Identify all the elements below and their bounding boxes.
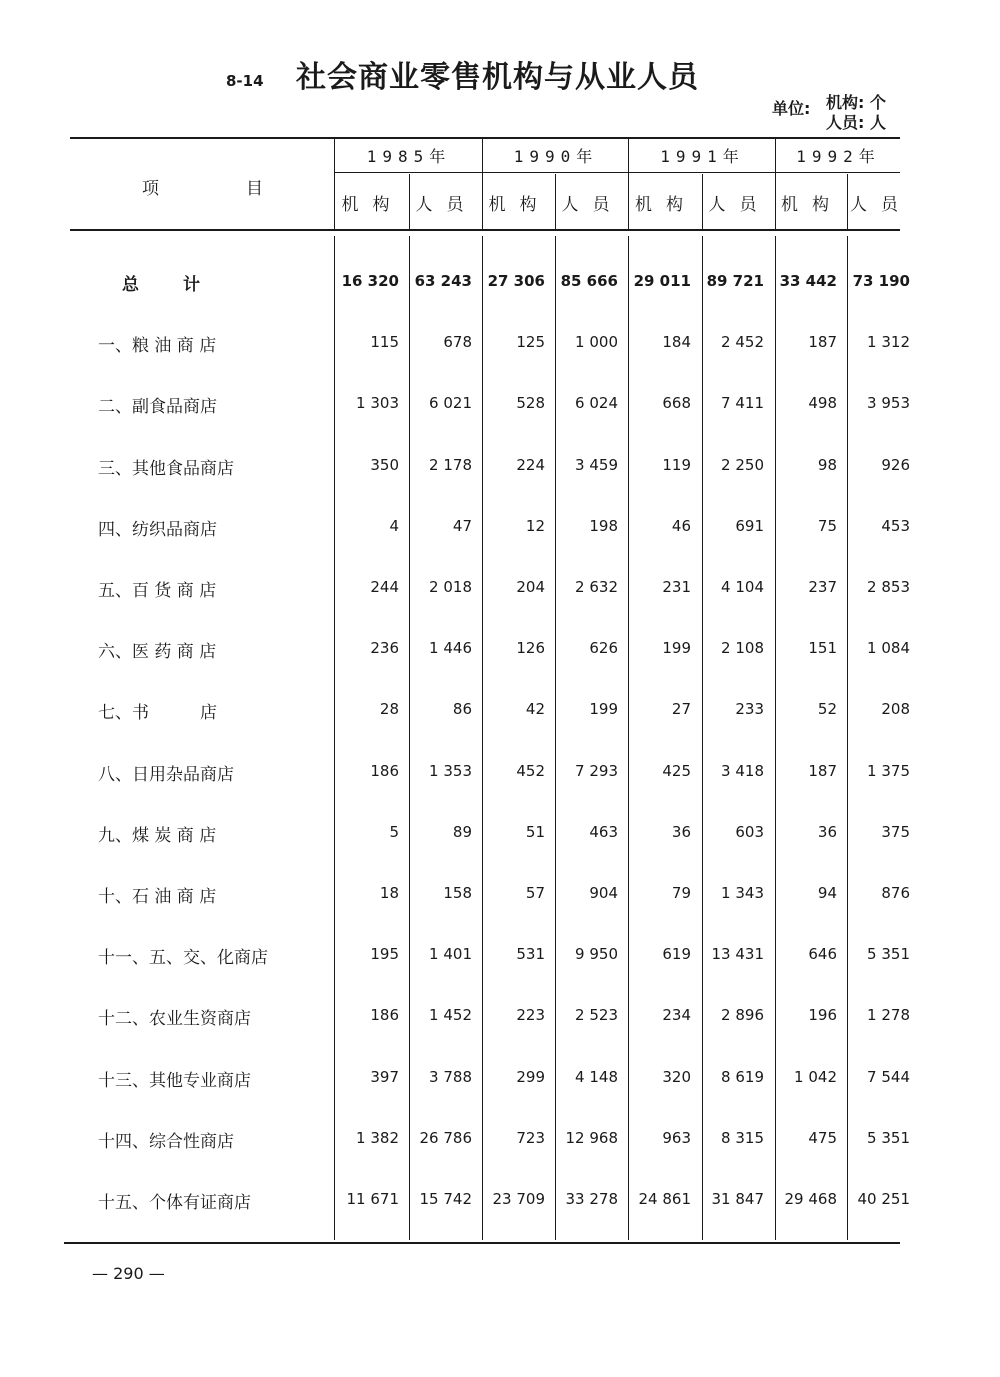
table-cell: 11 671 xyxy=(346,1190,399,1208)
table-cell: 51 xyxy=(525,823,545,841)
table-cell: 2 178 xyxy=(429,456,472,474)
row-label: 十五、个体有证商店 xyxy=(98,1193,251,1213)
row-label: 五、百 货 商 店 xyxy=(98,581,217,601)
table-cell: 223 xyxy=(516,1006,545,1024)
table-cell: 5 xyxy=(389,823,399,841)
table-cell: 29 468 xyxy=(784,1190,837,1208)
table-cell: 626 xyxy=(589,639,618,657)
unit-label: 单位: xyxy=(772,99,811,118)
table-cell: 15 742 xyxy=(419,1190,472,1208)
sub-header: 机构 xyxy=(781,195,843,215)
table-cell: 1 312 xyxy=(867,333,910,351)
row-label: 十、石 油 商 店 xyxy=(98,887,217,907)
table-cell: 9 950 xyxy=(575,945,618,963)
table-cell: 184 xyxy=(662,333,691,351)
row-label: 七、书 店 xyxy=(98,703,217,723)
col-divider xyxy=(334,236,335,1240)
col-divider xyxy=(482,236,483,1240)
row-label: 十三、其他专业商店 xyxy=(98,1071,251,1091)
table-cell: 463 xyxy=(589,823,618,841)
table-cell: 195 xyxy=(370,945,399,963)
sub-header: 机构 xyxy=(488,195,551,215)
table-cell: 27 306 xyxy=(487,272,545,290)
table-cell: 98 xyxy=(817,456,837,474)
col-divider xyxy=(847,174,848,229)
table-cell: 299 xyxy=(516,1068,545,1086)
table-cell: 603 xyxy=(735,823,764,841)
year-header: 1991年 xyxy=(660,147,745,166)
col-divider xyxy=(409,236,410,1240)
total-row-label: 总计 xyxy=(122,275,244,295)
table-cell: 23 709 xyxy=(492,1190,545,1208)
table-cell: 126 xyxy=(516,639,545,657)
table-bottom-rule xyxy=(64,1242,900,1244)
table-cell: 4 104 xyxy=(721,578,764,596)
table-cell: 79 xyxy=(671,884,691,902)
table-cell: 236 xyxy=(370,639,399,657)
table-cell: 668 xyxy=(662,394,691,412)
table-cell: 63 243 xyxy=(414,272,472,290)
sub-header: 人员 xyxy=(850,195,912,215)
table-cell: 619 xyxy=(662,945,691,963)
table-cell: 926 xyxy=(881,456,910,474)
table-cell: 1 000 xyxy=(575,333,618,351)
table-cell: 199 xyxy=(662,639,691,657)
sub-header: 机构 xyxy=(341,195,404,215)
table-cell: 208 xyxy=(881,700,910,718)
table-cell: 1 382 xyxy=(356,1129,399,1147)
table-cell: 904 xyxy=(589,884,618,902)
table-cell: 26 786 xyxy=(419,1129,472,1147)
unit-institutions: 机构: 个 xyxy=(826,93,886,112)
row-label: 九、煤 炭 商 店 xyxy=(98,826,217,846)
table-cell: 27 xyxy=(671,700,691,718)
row-label: 十二、农业生资商店 xyxy=(98,1009,251,1029)
table-cell: 6 024 xyxy=(575,394,618,412)
table-cell: 3 418 xyxy=(721,762,764,780)
table-cell: 3 953 xyxy=(867,394,910,412)
table-cell: 119 xyxy=(662,456,691,474)
year-header-rule xyxy=(334,172,900,173)
table-cell: 224 xyxy=(516,456,545,474)
page-title: 社会商业零售机构与从业人员 xyxy=(296,60,699,95)
col-divider xyxy=(775,236,776,1240)
table-cell: 158 xyxy=(443,884,472,902)
table-cell: 475 xyxy=(808,1129,837,1147)
table-cell: 199 xyxy=(589,700,618,718)
table-cell: 16 320 xyxy=(341,272,399,290)
table-cell: 125 xyxy=(516,333,545,351)
table-cell: 350 xyxy=(370,456,399,474)
table-cell: 85 666 xyxy=(560,272,618,290)
table-cell: 375 xyxy=(881,823,910,841)
col-divider xyxy=(555,236,556,1240)
table-cell: 46 xyxy=(671,517,691,535)
row-label: 四、纺织品商店 xyxy=(98,520,217,540)
table-cell: 963 xyxy=(662,1129,691,1147)
table-cell: 57 xyxy=(525,884,545,902)
table-cell: 86 xyxy=(452,700,472,718)
header-bottom-rule xyxy=(70,229,900,231)
table-cell: 2 632 xyxy=(575,578,618,596)
table-cell: 47 xyxy=(452,517,472,535)
col-divider xyxy=(409,174,410,229)
table-cell: 89 xyxy=(452,823,472,841)
col-divider xyxy=(628,139,629,229)
table-cell: 4 148 xyxy=(575,1068,618,1086)
table-cell: 7 544 xyxy=(867,1068,910,1086)
col-divider xyxy=(702,236,703,1240)
table-cell: 531 xyxy=(516,945,545,963)
table-cell: 3 788 xyxy=(429,1068,472,1086)
table-cell: 75 xyxy=(817,517,837,535)
table-cell: 1 042 xyxy=(794,1068,837,1086)
table-cell: 115 xyxy=(370,333,399,351)
unit-personnel: 人员: 人 xyxy=(826,113,886,132)
table-cell: 397 xyxy=(370,1068,399,1086)
table-cell: 198 xyxy=(589,517,618,535)
col-divider xyxy=(628,236,629,1240)
table-cell: 8 315 xyxy=(721,1129,764,1147)
table-cell: 151 xyxy=(808,639,837,657)
table-cell: 1 401 xyxy=(429,945,472,963)
table-cell: 204 xyxy=(516,578,545,596)
table-cell: 691 xyxy=(735,517,764,535)
table-cell: 528 xyxy=(516,394,545,412)
table-cell: 42 xyxy=(525,700,545,718)
table-cell: 94 xyxy=(817,884,837,902)
item-header-char: 项 xyxy=(142,179,159,199)
row-label: 二、副食品商店 xyxy=(98,397,217,417)
table-cell: 1 303 xyxy=(356,394,399,412)
table-cell: 2 250 xyxy=(721,456,764,474)
sub-header: 机构 xyxy=(635,195,697,215)
table-cell: 36 xyxy=(671,823,691,841)
table-cell: 1 278 xyxy=(867,1006,910,1024)
table-cell: 6 021 xyxy=(429,394,472,412)
sub-header: 人员 xyxy=(708,195,771,215)
table-cell: 186 xyxy=(370,1006,399,1024)
row-label: 十一、五、交、化商店 xyxy=(98,948,268,968)
table-cell: 1 375 xyxy=(867,762,910,780)
year-header: 1992年 xyxy=(796,147,881,166)
table-cell: 12 xyxy=(525,517,545,535)
table-cell: 196 xyxy=(808,1006,837,1024)
table-cell: 33 278 xyxy=(565,1190,618,1208)
sub-header: 人员 xyxy=(561,195,624,215)
table-cell: 4 xyxy=(389,517,399,535)
sub-header: 人员 xyxy=(415,195,478,215)
table-number: 8-14 xyxy=(226,72,264,90)
col-divider xyxy=(702,174,703,229)
table-cell: 52 xyxy=(817,700,837,718)
col-divider xyxy=(847,236,848,1240)
table-cell: 186 xyxy=(370,762,399,780)
table-cell: 1 452 xyxy=(429,1006,472,1024)
table-cell: 1 353 xyxy=(429,762,472,780)
table-cell: 187 xyxy=(808,762,837,780)
table-cell: 1 084 xyxy=(867,639,910,657)
table-cell: 31 847 xyxy=(711,1190,764,1208)
page-number: — 290 — xyxy=(92,1264,165,1283)
table-cell: 7 411 xyxy=(721,394,764,412)
table-cell: 13 431 xyxy=(711,945,764,963)
table-cell: 233 xyxy=(735,700,764,718)
table-cell: 2 853 xyxy=(867,578,910,596)
table-cell: 453 xyxy=(881,517,910,535)
table-cell: 89 721 xyxy=(706,272,764,290)
table-cell: 678 xyxy=(443,333,472,351)
table-cell: 320 xyxy=(662,1068,691,1086)
table-cell: 18 xyxy=(379,884,399,902)
year-header: 1990年 xyxy=(513,147,599,166)
table-cell: 234 xyxy=(662,1006,691,1024)
table-cell: 12 968 xyxy=(565,1129,618,1147)
table-cell: 8 619 xyxy=(721,1068,764,1086)
row-label: 十四、综合性商店 xyxy=(98,1132,234,1152)
table-cell: 452 xyxy=(516,762,545,780)
table-cell: 244 xyxy=(370,578,399,596)
table-cell: 7 293 xyxy=(575,762,618,780)
table-cell: 29 011 xyxy=(633,272,691,290)
table-cell: 425 xyxy=(662,762,691,780)
table-cell: 2 452 xyxy=(721,333,764,351)
row-label: 三、其他食品商店 xyxy=(98,459,234,479)
table-cell: 876 xyxy=(881,884,910,902)
table-cell: 24 861 xyxy=(638,1190,691,1208)
table-cell: 1 343 xyxy=(721,884,764,902)
table-cell: 5 351 xyxy=(867,1129,910,1147)
year-header: 1985年 xyxy=(366,147,452,166)
table-cell: 2 108 xyxy=(721,639,764,657)
table-cell: 3 459 xyxy=(575,456,618,474)
table-cell: 231 xyxy=(662,578,691,596)
row-label: 八、日用杂品商店 xyxy=(98,765,234,785)
table-cell: 28 xyxy=(379,700,399,718)
table-cell: 646 xyxy=(808,945,837,963)
table-cell: 1 446 xyxy=(429,639,472,657)
col-divider xyxy=(334,139,335,229)
row-label: 六、医 药 商 店 xyxy=(98,642,217,662)
table-cell: 2 018 xyxy=(429,578,472,596)
col-divider xyxy=(775,139,776,229)
col-divider xyxy=(555,174,556,229)
table-cell: 2 523 xyxy=(575,1006,618,1024)
table-cell: 237 xyxy=(808,578,837,596)
table-cell: 187 xyxy=(808,333,837,351)
row-label: 一、粮 油 商 店 xyxy=(98,336,217,356)
table-cell: 36 xyxy=(817,823,837,841)
table-cell: 73 190 xyxy=(852,272,910,290)
table-cell: 5 351 xyxy=(867,945,910,963)
col-divider xyxy=(482,139,483,229)
table-cell: 723 xyxy=(516,1129,545,1147)
item-header-char: 目 xyxy=(246,179,263,199)
table-cell: 2 896 xyxy=(721,1006,764,1024)
table-cell: 498 xyxy=(808,394,837,412)
table-cell: 40 251 xyxy=(857,1190,910,1208)
table-cell: 33 442 xyxy=(779,272,837,290)
